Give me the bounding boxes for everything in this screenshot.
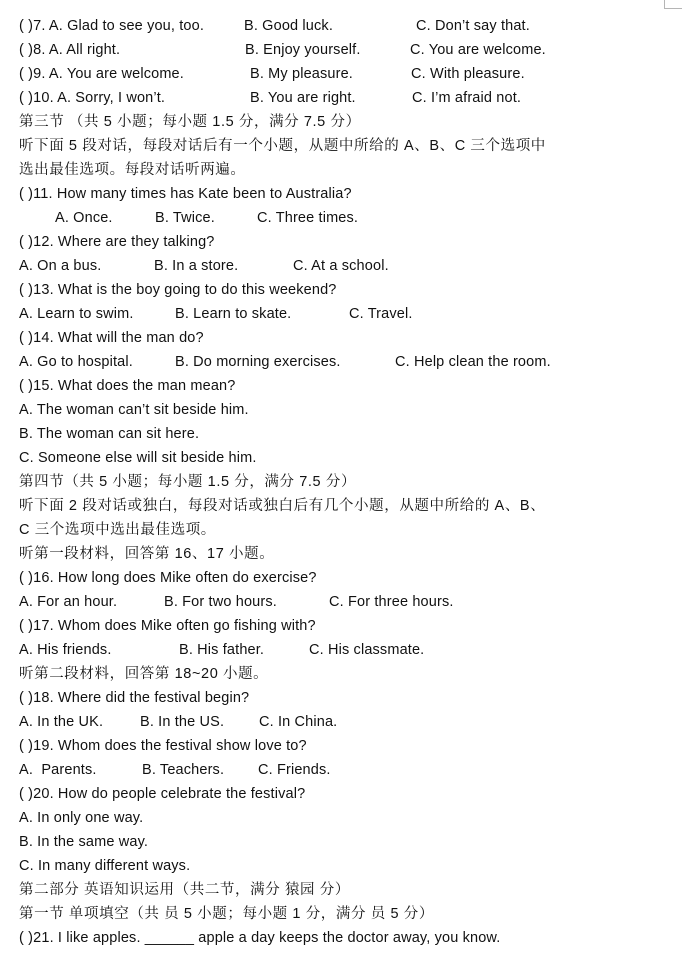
q7-stem: ( )7. A. Glad to see you, too. bbox=[19, 18, 205, 34]
section-3-instruction-2: 选出最佳选项。每段对话听两遍。 bbox=[19, 162, 246, 178]
q12-option-a: A. On a bus. bbox=[19, 258, 102, 274]
section-4-instruction-1: 听下面 2 段对话或独白，每段对话或独白后有几个小题，从题中所给的 A、B、 bbox=[19, 498, 546, 514]
question-9 bbox=[19, 62, 525, 86]
q16-option-a: A. For an hour. bbox=[19, 594, 118, 610]
section-3-instruction-1: 听下面 5 段对话，每段对话后有一个小题，从题中所给的 A、B、C 三个选项中 bbox=[19, 138, 546, 154]
q15-option-c: C. Someone else will sit beside him. bbox=[19, 450, 257, 466]
question-16-options bbox=[19, 590, 454, 614]
question-13-stem: ( )13. What is the boy going to do this weekend? bbox=[19, 282, 337, 298]
question-12-stem: ( )12. Where are they talking? bbox=[19, 234, 215, 250]
q16-option-b: B. For two hours. bbox=[164, 594, 277, 610]
q9-option-c: C. With pleasure. bbox=[411, 66, 525, 82]
q14-option-a: A. Go to hospital. bbox=[19, 354, 133, 370]
question-18-stem: ( )18. Where did the festival begin? bbox=[19, 690, 250, 706]
q18-option-a: A. In the UK. bbox=[19, 714, 104, 730]
question-12-options bbox=[19, 254, 389, 278]
q10-option-b: B. You are right. bbox=[250, 90, 356, 106]
question-10 bbox=[19, 86, 522, 110]
q18-option-c: C. In China. bbox=[259, 714, 338, 730]
q7-option-b: B. Good luck. bbox=[244, 18, 333, 34]
q12-option-c: C. At a school. bbox=[293, 258, 389, 274]
q13-option-b: B. Learn to skate. bbox=[175, 306, 292, 322]
q7-option-c: C. Don’t say that. bbox=[416, 18, 530, 34]
q11-option-b: B. Twice. bbox=[155, 210, 215, 226]
section-4-instruction-2: C 三个选项中选出最佳选项。 bbox=[19, 522, 216, 538]
question-14-options bbox=[19, 350, 551, 374]
section-4-title: 第四节（共 5 小题；每小题 1.5 分，满分 7.5 分） bbox=[19, 474, 357, 490]
q10-option-c: C. I’m afraid not. bbox=[412, 90, 522, 106]
q8-stem: ( )8. A. All right. bbox=[19, 42, 121, 58]
q20-option-c: C. In many different ways. bbox=[19, 858, 191, 874]
question-8 bbox=[19, 38, 546, 62]
question-16-stem: ( )16. How long does Mike often do exercise? bbox=[19, 570, 317, 586]
q12-option-b: B. In a store. bbox=[154, 258, 239, 274]
question-17-stem: ( )17. Whom does Mike often go fishing with? bbox=[19, 618, 316, 634]
part-2-title: 第二部分 英语知识运用（共二节，满分 猿园 分） bbox=[19, 882, 350, 898]
q9-stem: ( )9. A. You are welcome. bbox=[19, 66, 184, 82]
page-corner-mark bbox=[664, 0, 682, 9]
q20-option-a: A. In only one way. bbox=[19, 810, 144, 826]
question-20-stem: ( )20. How do people celebrate the festival? bbox=[19, 786, 306, 802]
q11-option-c: C. Three times. bbox=[257, 210, 359, 226]
q13-option-c: C. Travel. bbox=[349, 306, 413, 322]
q8-option-b: B. Enjoy yourself. bbox=[245, 42, 361, 58]
question-17-options bbox=[19, 638, 425, 662]
q18-option-b: B. In the US. bbox=[140, 714, 225, 730]
q16-option-c: C. For three hours. bbox=[329, 594, 454, 610]
q19-option-a: A. Parents. bbox=[19, 762, 97, 778]
question-11-options bbox=[55, 206, 359, 230]
question-19-options bbox=[19, 758, 331, 782]
q20-option-b: B. In the same way. bbox=[19, 834, 149, 850]
q14-option-c: C. Help clean the room. bbox=[395, 354, 551, 370]
q13-option-a: A. Learn to swim. bbox=[19, 306, 134, 322]
question-18-options bbox=[19, 710, 338, 734]
material-1-instruction: 听第一段材料，回答第 16、17 小题。 bbox=[19, 546, 275, 562]
q17-option-c: C. His classmate. bbox=[309, 642, 425, 658]
q11-option-a: A. Once. bbox=[55, 210, 113, 226]
material-2-instruction: 听第二段材料，回答第 18~20 小题。 bbox=[19, 666, 269, 682]
question-13-options bbox=[19, 302, 413, 326]
q17-option-b: B. His father. bbox=[179, 642, 265, 658]
q15-option-a: A. The woman can’t sit beside him. bbox=[19, 402, 249, 418]
question-7 bbox=[19, 14, 530, 38]
question-15-stem: ( )15. What does the man mean? bbox=[19, 378, 236, 394]
q8-option-c: C. You are welcome. bbox=[410, 42, 546, 58]
question-19-stem: ( )19. Whom does the festival show love to? bbox=[19, 738, 307, 754]
question-21-stem: ( )21. I like apples. ______ apple a day keeps the doctor away, you know. bbox=[19, 930, 501, 946]
q17-option-a: A. His friends. bbox=[19, 642, 112, 658]
question-11-stem: ( )11. How many times has Kate been to Australia? bbox=[19, 186, 352, 202]
q14-option-b: B. Do morning exercises. bbox=[175, 354, 341, 370]
q10-stem: ( )10. A. Sorry, I won’t. bbox=[19, 90, 166, 106]
section-3-title: 第三节 （共 5 小题；每小题 1.5 分，满分 7.5 分） bbox=[19, 114, 361, 130]
q19-option-c: C. Friends. bbox=[258, 762, 331, 778]
question-14-stem: ( )14. What will the man do? bbox=[19, 330, 204, 346]
q9-option-b: B. My pleasure. bbox=[250, 66, 353, 82]
part-2-section-1-title: 第一节 单项填空（共 员 5 小题；每小题 1 分，满分 员 5 分） bbox=[19, 906, 434, 922]
q19-option-b: B. Teachers. bbox=[142, 762, 225, 778]
q15-option-b: B. The woman can sit here. bbox=[19, 426, 200, 442]
